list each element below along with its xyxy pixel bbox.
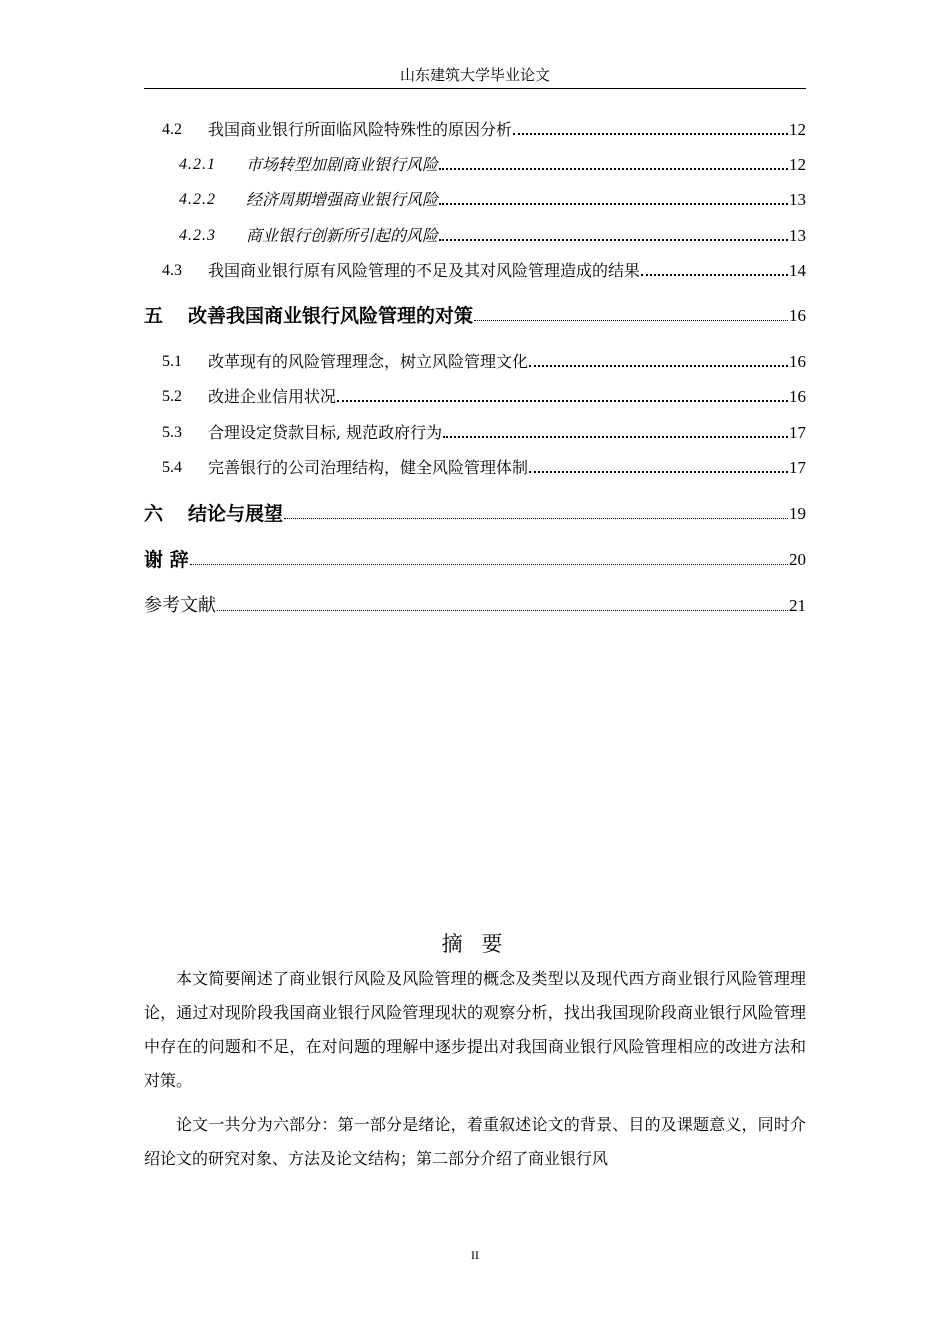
toc-entry-number: 4.2 — [162, 121, 182, 138]
toc-leader — [641, 274, 788, 276]
toc-chapter-title: 结论与展望 — [188, 503, 284, 525]
toc-entry-title: 改革现有的风险管理理念，树立风险管理文化 — [208, 352, 529, 371]
toc-entry-number: 5.1 — [162, 353, 182, 370]
toc-leader — [513, 133, 788, 135]
toc-leader — [443, 436, 788, 438]
toc-entry-title: 改进企业信用状况 — [208, 387, 337, 406]
toc-entry-title: 合理设定贷款目标, 规范政府行为 — [208, 423, 443, 442]
abstract-paragraph: 本文简要阐述了商业银行风险及风险管理的概念及类型以及现代西方商业银行风险管理理论，通过对现阶段我国商业银行风险管理现状的观察分析，找出我国现阶段商业银行风险管理中存在的问题和不足，在对问题的理解中逐步提出对我国商业银行风险管理相应的改进方法和对策。 — [144, 969, 806, 1090]
abstract-paragraph: 论文一共分为六部分：第一部分是绪论，着重叙述论文的背景、目的及课题意义，同时介绍论文的研究对象、方法及论文结构；第二部分介绍了商业银行风 — [144, 1115, 806, 1168]
toc-leader — [474, 320, 788, 321]
abstract-title: 摘 要 — [441, 932, 509, 956]
toc-entry[interactable] — [144, 218, 806, 246]
toc-entry[interactable] — [144, 147, 806, 175]
toc-leader — [217, 610, 788, 611]
toc-entry-title: 我国商业银行原有风险管理的不足及其对风险管理造成的结果 — [208, 261, 641, 280]
toc-entry-page: 17 — [789, 423, 806, 442]
toc-leader — [190, 564, 788, 565]
running-header: 山东建筑大学毕业论文 — [399, 66, 550, 84]
toc-entry[interactable] — [144, 112, 806, 140]
toc-entry-title: 市场转型加剧商业银行风险 — [246, 155, 439, 174]
toc-entry-title: 经济周期增强商业银行风险 — [246, 190, 439, 209]
toc-chapter[interactable] — [144, 542, 806, 570]
toc-leader — [337, 400, 788, 402]
toc-entry-page: 14 — [789, 261, 806, 280]
toc-chapter-page: 16 — [789, 306, 806, 325]
toc-chapter[interactable] — [144, 496, 806, 524]
toc-entry-page: 13 — [789, 226, 806, 245]
toc-entry[interactable] — [144, 253, 806, 281]
toc-entry-title: 完善银行的公司治理结构，健全风险管理体制 — [208, 458, 529, 477]
toc-chapter[interactable] — [144, 588, 806, 616]
toc-entry-title: 商业银行创新所引起的风险 — [246, 226, 439, 245]
toc-leader — [529, 471, 788, 473]
toc-entry-title: 我国商业银行所面临风险特殊性的原因分析 — [208, 120, 513, 139]
toc-entry-number: 4.2.2 — [179, 191, 216, 208]
toc-chapter-page: 21 — [789, 596, 806, 615]
toc-leader — [439, 168, 788, 170]
toc-entry-number: 4.2.3 — [179, 227, 216, 244]
toc-entry[interactable] — [144, 344, 806, 372]
toc-entry-number: 5.4 — [162, 459, 182, 476]
toc-entry[interactable] — [144, 379, 806, 407]
toc-entry-page: 12 — [789, 155, 806, 174]
toc-entry-number: 5.3 — [162, 424, 182, 441]
header-rule — [144, 88, 806, 89]
toc-leader — [439, 239, 788, 241]
toc-chapter-number: 五 — [144, 305, 164, 327]
toc-entry-number: 4.3 — [162, 262, 182, 279]
toc-chapter-page: 19 — [789, 504, 806, 523]
toc-entry-number: 4.2.1 — [179, 156, 216, 173]
toc-entry-page: 16 — [789, 387, 806, 406]
toc-chapter-title: 改善我国商业银行风险管理的对策 — [188, 305, 474, 327]
toc-leader — [284, 518, 788, 519]
toc-entry-page: 17 — [789, 458, 806, 477]
toc-chapter-title: 参考文献 — [144, 595, 216, 616]
toc-chapter-number: 六 — [144, 503, 164, 525]
toc-entry-page: 16 — [789, 352, 806, 371]
toc-leader — [529, 365, 788, 367]
toc-leader — [439, 203, 788, 205]
toc-chapter-title: 谢 辞 — [144, 549, 189, 571]
toc-chapter[interactable] — [144, 298, 806, 326]
toc-entry-number: 5.2 — [162, 388, 182, 405]
toc-chapter-page: 20 — [789, 550, 806, 569]
toc-entry-page: 12 — [789, 120, 806, 139]
toc-entry-page: 13 — [789, 190, 806, 209]
toc-entry[interactable] — [144, 182, 806, 210]
toc-entry[interactable] — [144, 450, 806, 478]
toc-entry[interactable] — [144, 415, 806, 443]
page-number: II — [471, 1248, 479, 1262]
